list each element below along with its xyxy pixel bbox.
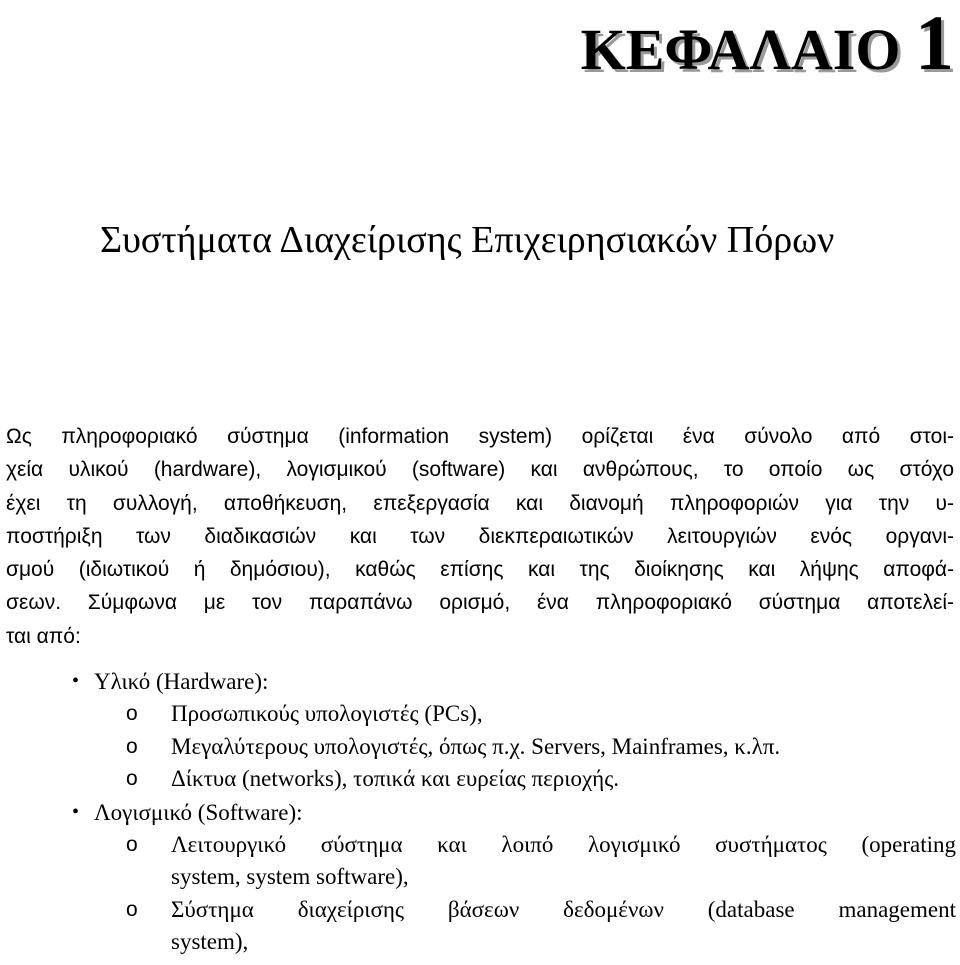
circle-bullet-icon: o bbox=[126, 832, 138, 856]
sub-item-text: Δίκτυα (networks), τοπικά και ευρείας περιοχής. bbox=[171, 766, 620, 791]
circle-bullet-icon: o bbox=[126, 734, 138, 758]
sub-item bbox=[6, 829, 956, 894]
hardware-label: Υλικό (Hardware): bbox=[94, 669, 269, 694]
sub-item-text-continued: system), bbox=[171, 929, 249, 954]
paragraph-line: Ως πληροφοριακό σύστημα (information system) ορίζεται ένα σύνολο από στοι- bbox=[6, 425, 954, 448]
paragraph-line: ται από: bbox=[6, 624, 81, 648]
list-item-hardware bbox=[6, 665, 956, 698]
chapter-word: ΚΕΦΑΛΑΙΟ bbox=[580, 17, 901, 82]
sub-item-text: Σύστημα διαχείρισης βάσεων δεδομένων (database management bbox=[171, 896, 956, 922]
chapter-number: 1 bbox=[915, 0, 954, 86]
sub-item-text: Προσωπικούς υπολογιστές (PCs), bbox=[171, 701, 483, 726]
paragraph-line: χεία υλικού (hardware), λογισμικού (software) και ανθρώπους, το οποίο ως στόχο bbox=[6, 458, 954, 482]
sub-item-text: Λειτουργικό σύστημα και λοιπό λογισμικό συστήματος (operating bbox=[171, 831, 956, 857]
sub-item-text: Μεγαλύτερους υπολογιστές, όπως π.χ. Servers, Mainframes, κ.λπ. bbox=[171, 733, 781, 759]
paragraph-line: ποστήριξη των διαδικασιών και των διεκπεραιωτικών λειτουργιών ενός οργανι- bbox=[6, 524, 954, 548]
sub-item bbox=[6, 698, 956, 731]
sub-item bbox=[6, 731, 956, 764]
list-item-software bbox=[6, 796, 956, 829]
circle-bullet-icon: o bbox=[126, 702, 138, 725]
sub-item bbox=[6, 763, 956, 796]
paragraph-line: έχει τη συλλογή, αποθήκευση, επεξεργασία και διανομή πληροφοριών για την υ- bbox=[6, 491, 954, 515]
paragraph-line: σεων. Σύμφωνα με τον παραπάνω ορισμό, ένα πληροφοριακό σύστημα αποτελεί- bbox=[6, 591, 954, 615]
chapter-title: Συστήματα Διαχείρισης Επιχειρησιακών Πόρων bbox=[100, 219, 835, 261]
paragraph-line: σμού (ιδιωτικού ή δημόσιου), καθώς επίσης και της διοίκησης και λήψης αποφά- bbox=[6, 558, 954, 582]
components-list bbox=[6, 665, 956, 959]
sub-item-text-continued: system, system software), bbox=[171, 864, 409, 889]
circle-bullet-icon: o bbox=[126, 767, 138, 790]
chapter-heading bbox=[581, 0, 954, 93]
intro-paragraph bbox=[6, 420, 954, 653]
bullet-icon: • bbox=[72, 800, 80, 823]
software-label: Λογισμικό (Software): bbox=[94, 799, 303, 825]
circle-bullet-icon: o bbox=[126, 897, 138, 921]
sub-item bbox=[6, 894, 956, 959]
bullet-icon: • bbox=[72, 670, 80, 692]
